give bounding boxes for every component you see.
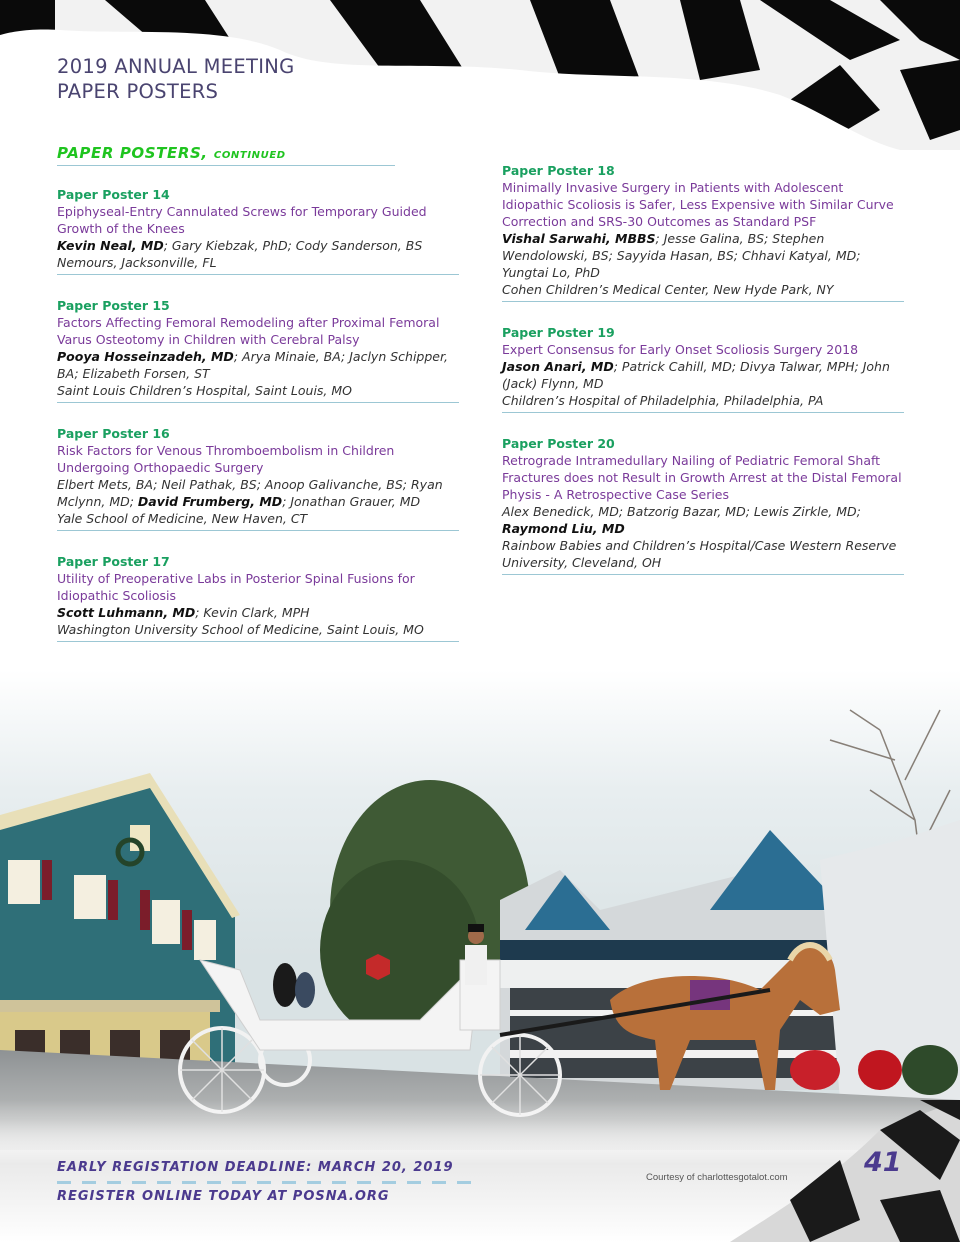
poster-number: Paper Poster 20 bbox=[502, 436, 615, 451]
poster-institution: Cohen Children’s Medical Center, New Hyde Park, NY bbox=[502, 282, 834, 297]
dashed-divider bbox=[57, 1181, 472, 1184]
poster-entry-19 bbox=[502, 324, 904, 413]
poster-institution: Rainbow Babies and Children’s Hospital/Case Western Reserve University, Cleveland, OH bbox=[502, 538, 897, 570]
presenting-author: Jason Anari, MD bbox=[502, 359, 614, 374]
poster-institution: Yale School of Medicine, New Haven, CT bbox=[57, 511, 308, 526]
poster-number: Paper Poster 17 bbox=[57, 554, 170, 569]
presenting-author: Pooya Hosseinzadeh, MD bbox=[57, 349, 234, 364]
posters-left-column bbox=[57, 186, 459, 664]
photo-credit: Courtesy of charlottesgotalot.com bbox=[646, 1172, 788, 1183]
poster-authors: Pooya Hosseinzadeh, MD; Arya Minaie, BA; Jaclyn Schipper, BA; Elizabeth Forsen, ST bbox=[57, 349, 448, 381]
poster-number: Paper Poster 15 bbox=[57, 298, 170, 313]
poster-number: Paper Poster 16 bbox=[57, 426, 170, 441]
section-subtitle: CONTINUED bbox=[213, 150, 286, 161]
poster-institution: Nemours, Jacksonville, FL bbox=[57, 255, 217, 270]
page-header bbox=[57, 54, 295, 104]
presenting-author: David Frumberg, MD bbox=[137, 494, 283, 509]
register-online-link[interactable]: REGISTER ONLINE TODAY AT POSNA.ORG bbox=[57, 1189, 390, 1204]
poster-authors: Elbert Mets, BA; Neil Pathak, BS; Anoop Galivanche, BS; Ryan Mclynn, MD; David Frumberg, MD; Jonathan Grauer, MD bbox=[57, 477, 443, 509]
poster-entry-16 bbox=[57, 425, 459, 531]
presenting-author: Raymond Liu, MD bbox=[502, 521, 625, 536]
poster-entry-20 bbox=[502, 435, 904, 575]
poster-authors: Jason Anari, MD; Patrick Cahill, MD; Divya Talwar, MPH; John (Jack) Flynn, MD bbox=[502, 359, 890, 391]
poster-title: Risk Factors for Venous Thromboembolism in Children Undergoing Orthopaedic Surgery bbox=[57, 443, 395, 475]
poster-entry-17 bbox=[57, 553, 459, 642]
poster-title: Utility of Preoperative Labs in Posterior Spinal Fusions for Idiopathic Scoliosis bbox=[57, 571, 415, 603]
poster-title: Minimally Invasive Surgery in Patients with Adolescent Idiopathic Scoliosis is Safer, Less Expensive with Similar Curve Correction and SRS-30 Outcomes as Standard PSF bbox=[502, 180, 894, 229]
section-title: PAPER POSTERS, bbox=[57, 144, 208, 162]
poster-title: Factors Affecting Femoral Remodeling after Proximal Femoral Varus Osteotomy in Children with Cerebral Palsy bbox=[57, 315, 440, 347]
carriage-street-photo bbox=[0, 670, 960, 1150]
poster-entry-14 bbox=[57, 186, 459, 275]
poster-title: Retrograde Intramedullary Nailing of Pediatric Femoral Shaft Fractures does not Result in Growth Arrest at the Distal Femoral Physis - A Retrospective Case Series bbox=[502, 453, 902, 502]
poster-institution: Saint Louis Children’s Hospital, Saint Louis, MO bbox=[57, 383, 353, 398]
poster-number: Paper Poster 14 bbox=[57, 187, 170, 202]
registration-footer bbox=[57, 1160, 472, 1204]
posters-right-column bbox=[502, 162, 904, 597]
presenting-author: Vishal Sarwahi, MBBS bbox=[502, 231, 656, 246]
poster-number: Paper Poster 19 bbox=[502, 325, 615, 340]
presenting-author: Kevin Neal, MD bbox=[57, 238, 164, 253]
poster-authors: Kevin Neal, MD; Gary Kiebzak, PhD; Cody Sanderson, BS bbox=[57, 238, 423, 253]
poster-institution: Children’s Hospital of Philadelphia, Philadelphia, PA bbox=[502, 393, 824, 408]
poster-title: Expert Consensus for Early Onset Scoliosis Surgery 2018 bbox=[502, 342, 859, 357]
section-heading bbox=[57, 144, 395, 166]
poster-authors: Alex Benedick, MD; Batzorig Bazar, MD; Lewis Zirkle, MD; Raymond Liu, MD bbox=[502, 504, 861, 536]
poster-institution: Washington University School of Medicine, Saint Louis, MO bbox=[57, 622, 424, 637]
registration-deadline: EARLY REGISTATION DEADLINE: MARCH 20, 2019 bbox=[57, 1160, 454, 1175]
poster-title: Epiphyseal-Entry Cannulated Screws for Temporary Guided Growth of the Knees bbox=[57, 204, 427, 236]
poster-authors: Scott Luhmann, MD; Kevin Clark, MPH bbox=[57, 605, 310, 620]
presenting-author: Scott Luhmann, MD bbox=[57, 605, 196, 620]
poster-authors: Vishal Sarwahi, MBBS; Jesse Galina, BS; Stephen Wendolowski, BS; Sayyida Hasan, BS; Chhavi Katyal, MD; Yungtai Lo, PhD bbox=[502, 231, 861, 280]
page-number: 41 bbox=[864, 1147, 902, 1178]
poster-entry-18 bbox=[502, 162, 904, 302]
poster-entry-15 bbox=[57, 297, 459, 403]
header-line-2: PAPER POSTERS bbox=[57, 80, 219, 103]
poster-number: Paper Poster 18 bbox=[502, 163, 615, 178]
header-line-1: 2019 ANNUAL MEETING bbox=[57, 55, 295, 78]
